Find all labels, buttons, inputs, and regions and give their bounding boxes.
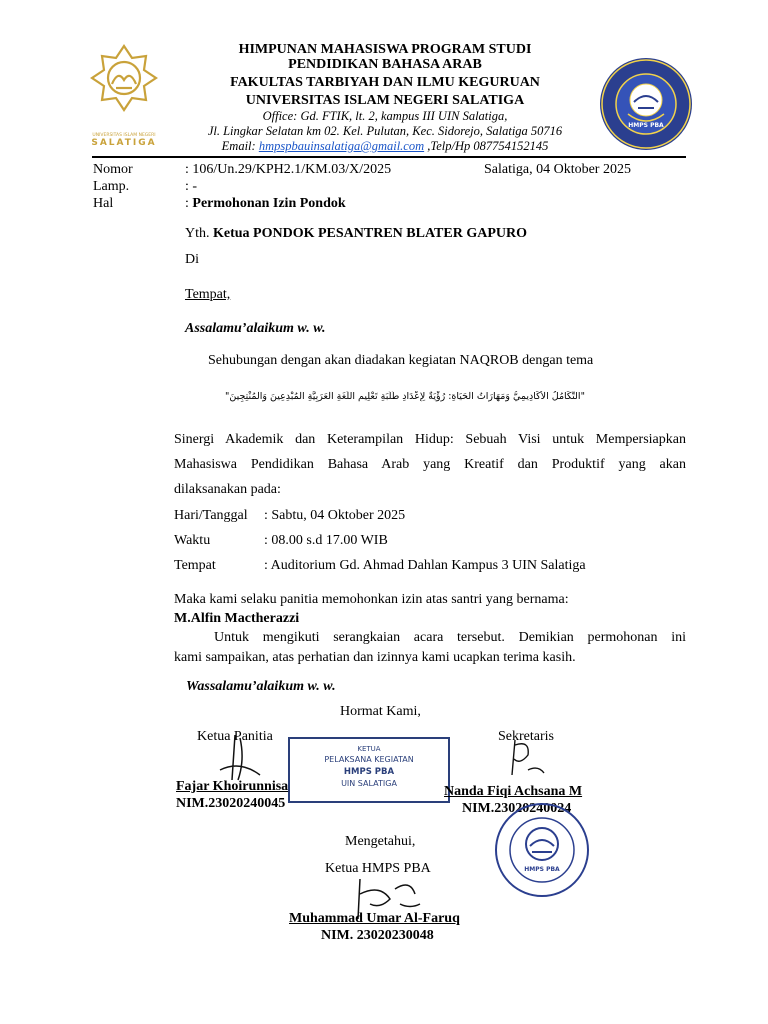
detail-place-label: Tempat (174, 558, 216, 573)
stamp-line-1: KETUA (357, 745, 381, 753)
letter-date: Salatiga, 04 Oktober 2025 (484, 162, 631, 177)
email-prefix: Email: (221, 139, 259, 153)
panitia-stamp (288, 737, 450, 803)
stamp-line-2: PELAKSANA KEGIATAN (324, 755, 414, 764)
farewell: Wassalamu’alaikum w. w. (186, 679, 336, 694)
ketua-hmps-name: Muhammad Umar Al-Faruq (289, 911, 460, 926)
detail-place-value: : Auditorium Gd. Ahmad Dahlan Kampus 3 UIN Salatiga (264, 558, 586, 573)
recipient-name: Ketua PONDOK PESANTREN BLATER GAPURO (213, 226, 527, 241)
arabic-theme: "التَّكَامُلُ الْأَكَادِيمِيُّ وَمَهَارَاتُ الْحَيَاةِ: رُؤْيَةٌ لِإِعْدَادِ طَلَبَةِ تَعْلِيمِ اللُّغَةِ الْعَرَبِيَّةِ الْمُبْدِعِينَ وَالْمُنْتِجِينَ" (225, 391, 585, 402)
sekretaris-signature-icon (500, 735, 550, 785)
sekretaris-name: Nanda Fiqi Achsana M (444, 784, 583, 799)
street-address: Jl. Lingkar Selatan km 02. Kel. Pulutan, Kec. Sidorejo, Salatiga 50716 (207, 124, 563, 138)
hmps-logo-text: HMPS PBA (628, 122, 664, 129)
email-link[interactable]: hmpspbauinsalatiga@gmail.com (258, 139, 425, 153)
nomor-label: Nomor (93, 162, 133, 177)
sekretaris-title: Sekretaris (498, 729, 554, 744)
phone-text: ,Telp/Hp 087754152145 (424, 139, 549, 153)
request-text: Maka kami selaku panitia memohonkan izin atas santri yang bernama: (174, 592, 569, 607)
lamp-value: : - (185, 179, 198, 194)
recipient-di: Di (185, 252, 199, 267)
hal-subject: Permohonan Izin Pondok (192, 196, 346, 211)
theme-line-1: Sinergi Akademik dan Keterampilan Hidup: Sebuah Visi untuk Mempersiapkan (174, 432, 686, 447)
header-divider (92, 156, 686, 158)
recipient-tempat: Tempat, (185, 287, 231, 302)
recipient-line (185, 226, 527, 242)
hal-colon: : (185, 196, 193, 211)
hmps-seal (492, 800, 592, 900)
yth-label: Yth. (185, 226, 213, 241)
hmps-seal-stamp-icon (492, 800, 592, 900)
ketua-panitia-name: Fajar Khoirunnisa (176, 779, 289, 794)
greeting: Assalamu’alaikum w. w. (185, 321, 326, 336)
detail-time-value: : 08.00 s.d 17.00 WIB (264, 533, 388, 548)
org-name-line1: HIMPUNAN MAHASISWA PROGRAM STUDI (238, 42, 532, 57)
uin-logo-subtext: UNIVERSITAS ISLAM NEGERI (92, 133, 156, 138)
detail-time-label: Waktu (174, 533, 211, 548)
student-name: M.Alfin Mactherazzi (174, 611, 300, 626)
lamp-label: Lamp. (93, 179, 130, 194)
hal-label: Hal (93, 196, 114, 211)
mengetahui: Mengetahui, (345, 834, 416, 849)
intro-text: Sehubungan dengan akan diadakan kegiatan NAQROB dengan tema (208, 353, 594, 368)
office-address: Office: Gd. FTIK, lt. 2, kampus III UIN Salatiga, (262, 109, 508, 123)
closing-line-2: kami sampaikan, atas perhatian dan izinnya kami ucapkan terima kasih. (174, 650, 576, 665)
ketua-hmps-nim: NIM. 23020230048 (321, 928, 434, 943)
nomor-value: : 106/Un.29/KPH2.1/KM.03/X/2025 (185, 162, 392, 177)
hormat-kami: Hormat Kami, (340, 704, 421, 719)
detail-date-label: Hari/Tanggal (174, 508, 248, 523)
university-name: UNIVERSITAS ISLAM NEGERI SALATIGA (245, 93, 525, 108)
closing-line-1: Untuk mengikuti serangkaian acara tersebut. Demikian permohonan ini (214, 630, 686, 645)
hal-value (185, 196, 346, 212)
theme-line-3: dilaksanakan pada: (174, 482, 281, 497)
detail-date-value: : Sabtu, 04 Oktober 2025 (264, 508, 406, 523)
contact-line (150, 139, 620, 154)
stamp-line-4: UIN SALATIGA (341, 779, 397, 788)
ketua-panitia-nim: NIM.23020240045 (176, 796, 286, 811)
hmps-seal-text: HMPS PBA (524, 866, 560, 873)
ketua-panitia-title: Ketua Panitia (197, 729, 273, 744)
stamp-line-3: HMPS PBA (343, 767, 395, 777)
sekretaris-nim: NIM.23020240024 (462, 801, 572, 816)
ketua-hmps-title: Ketua HMPS PBA (325, 861, 431, 876)
org-name-line2: PENDIDIKAN BAHASA ARAB (288, 57, 482, 72)
faculty-name: FAKULTAS TARBIYAH DAN ILMU KEGURUAN (230, 75, 540, 90)
theme-line-2: Mahasiswa Pendidikan Bahasa Arab yang Kreatif dan Produktif yang akan (174, 457, 686, 472)
uin-logo-text: SALATIGA (91, 138, 157, 148)
